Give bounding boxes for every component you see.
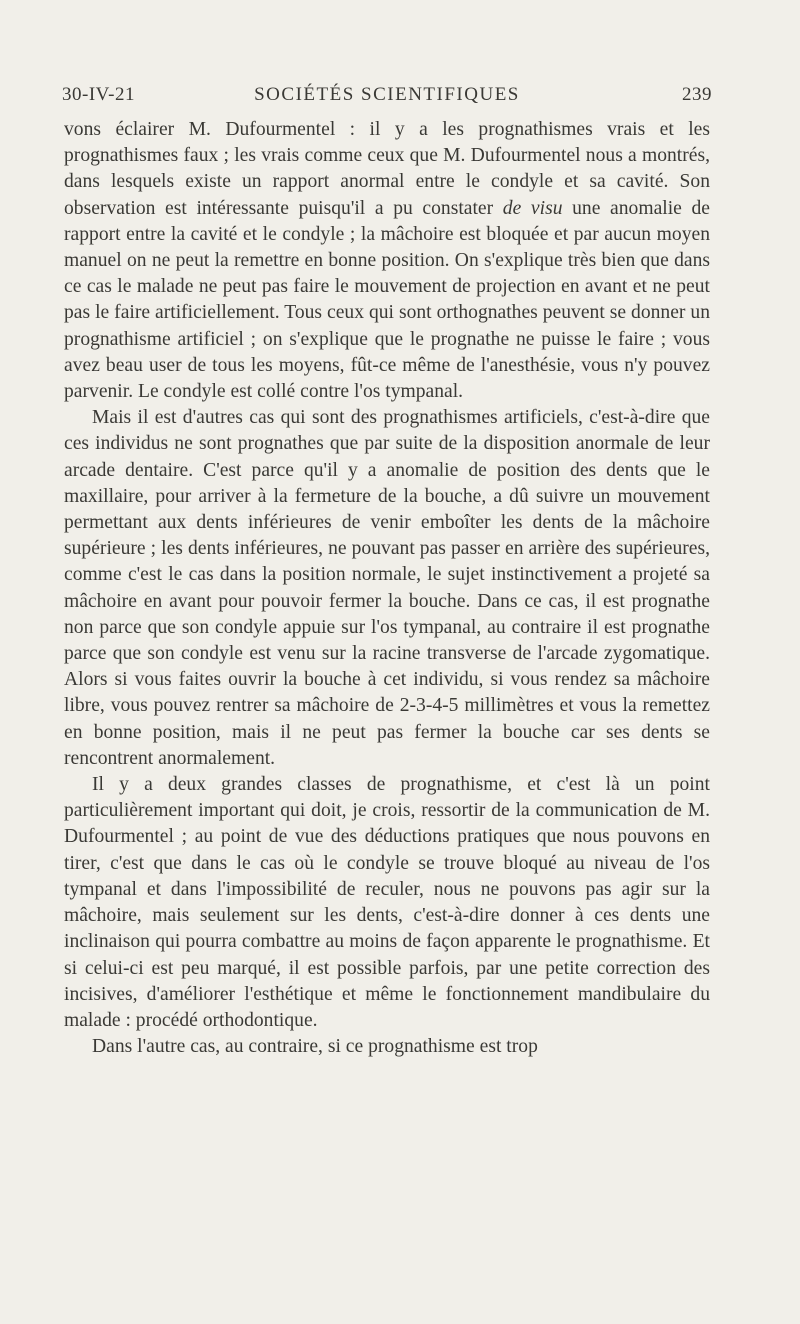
paragraph-3: Il y a deux grandes classes de prognathisme, et c'est là un point particulièrement important qui doit, je crois, ressortir de la communication de M. Dufourmentel ; au point de vue des déductions pratiques que nous pouvons en tirer, c'est que dans le cas où le condyle se trouve bloqué au niveau de l'os tympanal et dans l'impossibilité de reculer, nous ne pouvons pas agir sur la mâchoire, mais seulement sur les dents, c'est-à-dire donner à ces dents une inclinaison qui pourra combattre au moins de façon apparente le prognathisme. Et si celui-ci est peu marqué, il est possible parfois, par une petite correction des incisives, d'améliorer l'esthétique et même le fonctionnement mandibulaire du malade : procédé orthodontique. xyxy=(64,774,710,1031)
paragraph-1 xyxy=(64,117,710,405)
running-head xyxy=(62,84,712,108)
page-number: 239 xyxy=(682,84,712,105)
paragraph-1-start: vons éclairer M. Dufourmentel : il y a les prognathismes vrais et les prognathismes faux ; les vrais comme ceux que M. Dufourmentel nous a montrés, dans lesquels existe un rapport anormal entre le condyle et sa cavité. Son observation est intéressante puisqu'il a pu constater xyxy=(64,119,710,219)
paragraph-2: Mais il est d'autres cas qui sont des prognathismes artificiels, c'est-à-dire que ces individus ne sont prognathes que par suite de la disposition anormale de leur arcade dentaire. C'est parce qu'il y a anomalie de position des dents que le maxillaire, pour arriver à la fermeture de la bouche, a dû suivre un mouvement permettant aux dents inférieures de venir emboîter les dents de la mâchoire supérieure ; les dents inférieures, ne pouvant pas passer en arrière des supérieures, comme c'est le cas dans la position normale, le sujet instinctivement a projeté sa mâchoire en avant pour pouvoir fermer la bouche. Dans ce cas, il est prognathe non parce que son condyle appuie sur l'os tympanal, au contraire il est prognathe parce que son condyle est venu sur la racine transverse de l'arcade zygomatique. Alors si vous faites ouvrir la bouche à cet individu, si vous rendez sa mâchoire libre, vous pouvez rentrer sa mâchoire de 2-3-4-5 millimètres et vous la remettez en bonne position, mais il ne peut pas fermer la bouche car ses dents se rencontrent anormalement. xyxy=(64,407,710,769)
header-title: SOCIÉTÉS SCIENTIFIQUES xyxy=(254,84,520,105)
paragraph-4: Dans l'autre cas, au contraire, si ce prognathisme est trop xyxy=(92,1036,538,1058)
body-text xyxy=(64,117,710,1060)
italic-phrase: de visu xyxy=(502,197,563,219)
paragraph-1-rest: une anomalie de rapport entre la cavité et le condyle ; la mâchoire est bloquée et par aucun moyen manuel on ne peut la remettre en bonne position. On s'explique très bien que dans ce cas le malade ne peut pas faire le mouvement de projection en avant et ne peut pas le faire artificiellement. Tous ceux qui sont orthognathes peuvent se donner un prognathisme artificiel ; on s'explique que le prognathe ne puisse le faire ; vous avez beau user de tous les moyens, fût-ce même de l'anesthésie, vous n'y pouvez parvenir. Le condyle est collé contre l'os tympanal. xyxy=(64,197,710,403)
header-date: 30-IV-21 xyxy=(62,84,135,105)
